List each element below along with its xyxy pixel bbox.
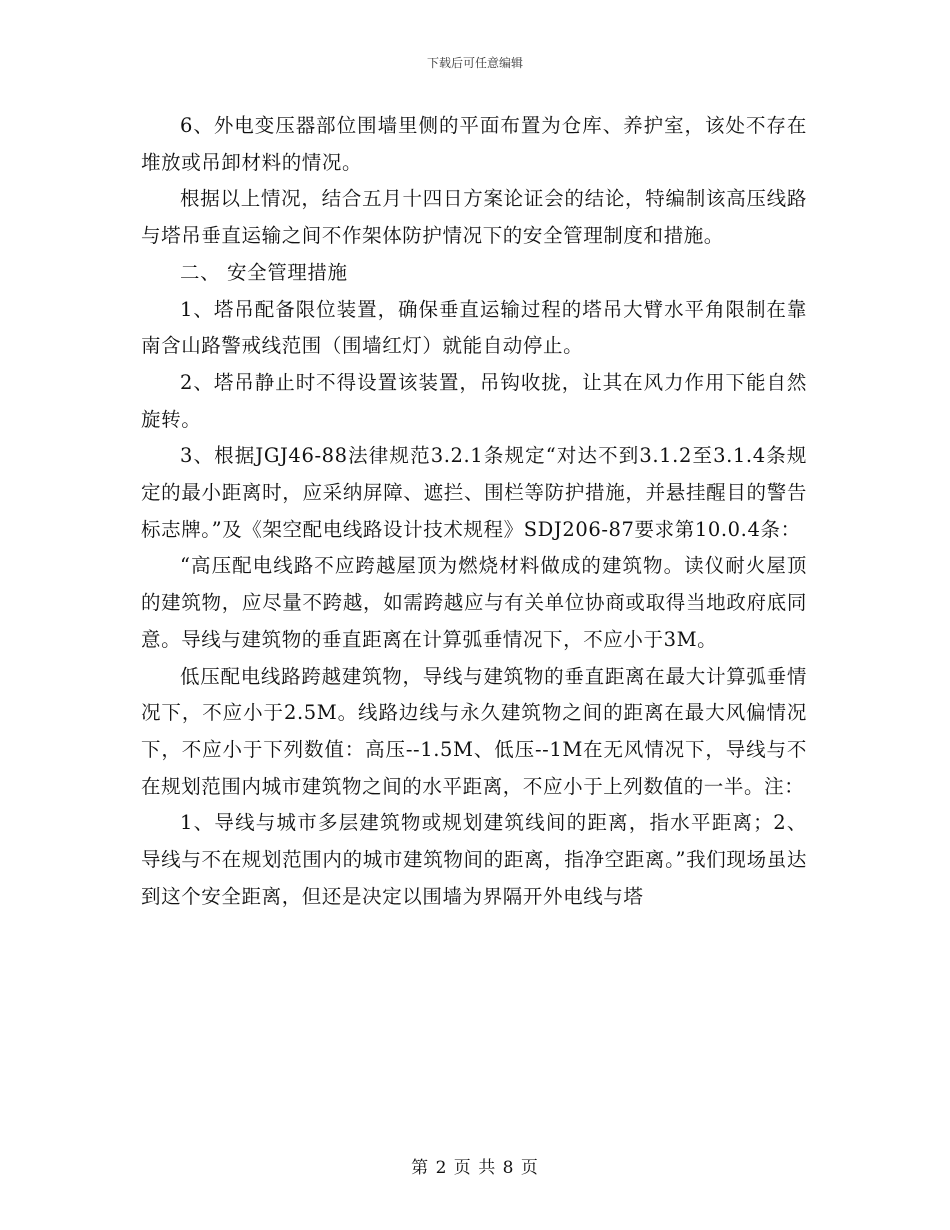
page-number-footer: 第 2 页 共 8 页	[411, 1158, 539, 1178]
paragraph-transformer-area: 6、外电变压器部位围墙里侧的平面布置为仓库、养护室，该处不存在堆放或吊卸材料的情况。	[141, 114, 807, 174]
paragraph-crane-idle: 2、塔吊静止时不得设置该装置，吊钩收拢，让其在风力作用下能自然旋转。	[141, 370, 807, 431]
paragraph-notes: 1、导线与城市多层建筑物或规划建筑线间的距离，指水平距离；2、导线与不在规划范围内的城市建筑物间的距离，指净空距离。”我们现场虽达到这个安全距离，但还是决定以围墙为界隔开外电线与塔	[141, 811, 807, 908]
page-header: 下载后可任意编辑	[426, 56, 523, 70]
paragraph-regulation-citation: 3、根据JGJ46-88法律规范3.2.1条规定“对达不到3.1.2至3.1.4条规定的最小距离时，应采纳屏障、遮拦、围栏等防护措施，并悬挂醒目的警告标志牌。”及《架空配电线路设计技术规程》SDJ206-87要求第10.0.4条：	[141, 444, 807, 541]
paragraph-based-on-situation: 根据以上情况，结合五月十四日方案论证会的结论，特编制该高压线路与塔吊垂直运输之间不作架体防护情况下的安全管理制度和措施。	[141, 187, 807, 248]
paragraph-low-voltage: 低压配电线路跨越建筑物，导线与建筑物的垂直距离在最大计算弧垂情况下，不应小于2.5M。线路边线与永久建筑物之间的距离在最大风偏情况下，不应小于下列数值：高压--1.5M、低压--1M在无风情况下，导线与不在规划范围内城市建筑物之间的水平距离，不应小于上列数值的一半。注：	[141, 664, 807, 798]
paragraph-limit-device: 1、塔吊配备限位装置，确保垂直运输过程的塔吊大臂水平角限制在靠南含山路警戒线范围（围墙红灯）就能自动停止。	[141, 297, 807, 358]
document-body	[141, 108, 807, 915]
paragraph-high-voltage-quote: “高压配电线路不应跨越屋顶为燃烧材料做成的建筑物。读仪耐火屋顶的建筑物，应尽量不跨越，如需跨越应与有关单位协商或取得当地政府底同意。导线与建筑物的垂直距离在计算弧垂情况下，不应小于3M。	[141, 554, 807, 651]
section-heading-safety-measures: 二、 安全管理措施	[180, 260, 348, 284]
